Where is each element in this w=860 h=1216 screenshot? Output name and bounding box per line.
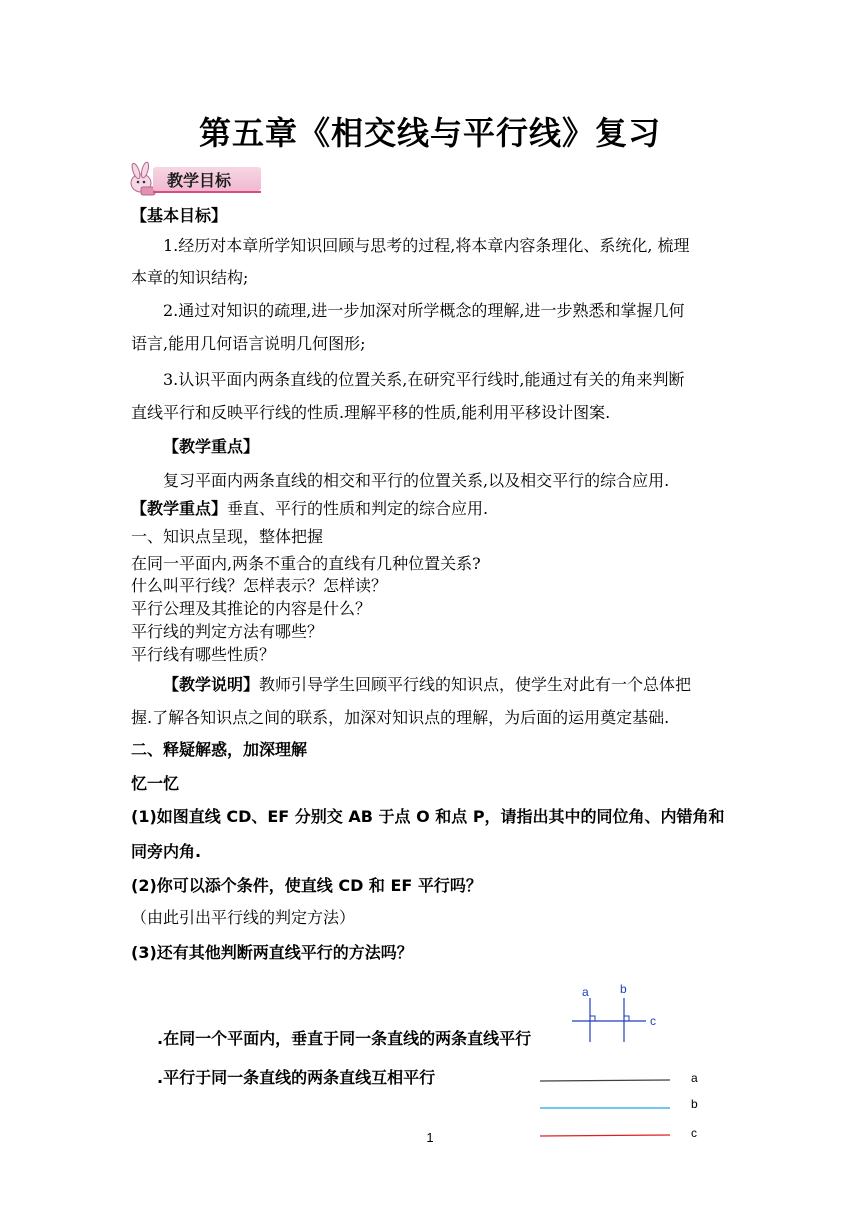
label-a: a	[582, 985, 589, 999]
question-q1-line-2: 同旁内角.	[131, 842, 202, 861]
question-q1-line-1: (1)如图直线 CD、EF 分别交 AB 于点 O 和点 P，请指出其中的同位角、内错角和	[131, 807, 725, 826]
right-angle-mark-b	[624, 1016, 629, 1021]
badge-label: 教学目标	[167, 171, 232, 190]
page-number: 1	[426, 1130, 434, 1145]
question-2: 什么叫平行线？怎样表示？怎样读？	[131, 576, 388, 595]
goal-2-line-1: 2.通过对知识的疏理,进一步加深对所学概念的理解,进一步熟悉和掌握几何	[163, 301, 685, 320]
teaching-note-line-1	[163, 675, 691, 695]
key-points-text: 复习平面内两条直线的相交和平行的位置关系,以及相交平行的综合应用.	[163, 471, 670, 490]
badge-underline	[153, 191, 261, 193]
difficult-points	[131, 499, 488, 519]
section-1-heading: 一、知识点呈现，整体把握	[131, 527, 324, 546]
question-1: 在同一平面内,两条不重合的直线有几种位置关系?	[131, 554, 481, 573]
question-q2: (2)你可以添个条件，使直线 CD 和 EF 平行吗？	[131, 876, 482, 895]
recall-heading: 忆一忆	[131, 774, 180, 793]
label-c: c	[650, 1014, 656, 1028]
question-5: 平行线有哪些性质？	[131, 645, 276, 664]
goal-2-line-2: 语言,能用几何语言说明几何图形;	[131, 334, 366, 353]
label-b: b	[620, 982, 627, 996]
question-q2-note: （由此引出平行线的判定方法）	[131, 908, 356, 927]
question-4: 平行线的判定方法有哪些？	[131, 622, 324, 641]
section-2-heading: 二、释疑解惑，加深理解	[131, 740, 308, 759]
goal-3-line-1: 3.认识平面内两条直线的位置关系,在研究平行线时,能通过有关的角来判断	[163, 370, 685, 389]
teaching-note-line-2: 握.了解各知识点之间的联系，加深对知识点的理解，为后面的运用奠定基础.	[131, 708, 670, 727]
page-title: 第五章《相交线与平行线》复习	[198, 114, 661, 152]
basic-goals-heading: 【基本目标】	[131, 206, 228, 225]
goal-3-line-2: 直线平行和反映平行线的性质.理解平移的性质,能利用平移设计图案.	[131, 403, 611, 422]
right-angle-mark-a	[590, 1016, 595, 1021]
difficult-points-label: 【教学重点】	[131, 499, 228, 518]
perpendicular-figure	[568, 980, 678, 1050]
teaching-note-text: 教师引导学生回顾平行线的知识点，使学生对此有一个总体把	[259, 675, 692, 694]
fact-parallel: .平行于同一条直线的两条直线互相平行	[157, 1068, 436, 1087]
question-3: 平行公理及其推论的内容是什么？	[131, 599, 372, 618]
parallel-label-b: b	[691, 1097, 698, 1111]
question-q3: (3)还有其他判断两直线平行的方法吗？	[131, 943, 413, 962]
parallel-line-a	[540, 1080, 670, 1081]
goal-1-line-2: 本章的知识结构;	[131, 268, 249, 287]
key-points-heading: 【教学重点】	[163, 437, 260, 456]
teaching-note-label: 【教学说明】	[163, 675, 260, 694]
teaching-goals-badge	[127, 163, 263, 197]
parallel-label-a: a	[691, 1071, 698, 1085]
difficult-points-text: 垂直、平行的性质和判定的综合应用.	[227, 499, 489, 518]
parallel-label-c: c	[691, 1126, 697, 1140]
fact-perpendicular: .在同一个平面内，垂直于同一条直线的两条直线平行	[157, 1029, 532, 1048]
goal-1-line-1: 1.经历对本章所学知识回顾与思考的过程,将本章内容条理化、系统化, 梳理	[163, 236, 690, 255]
